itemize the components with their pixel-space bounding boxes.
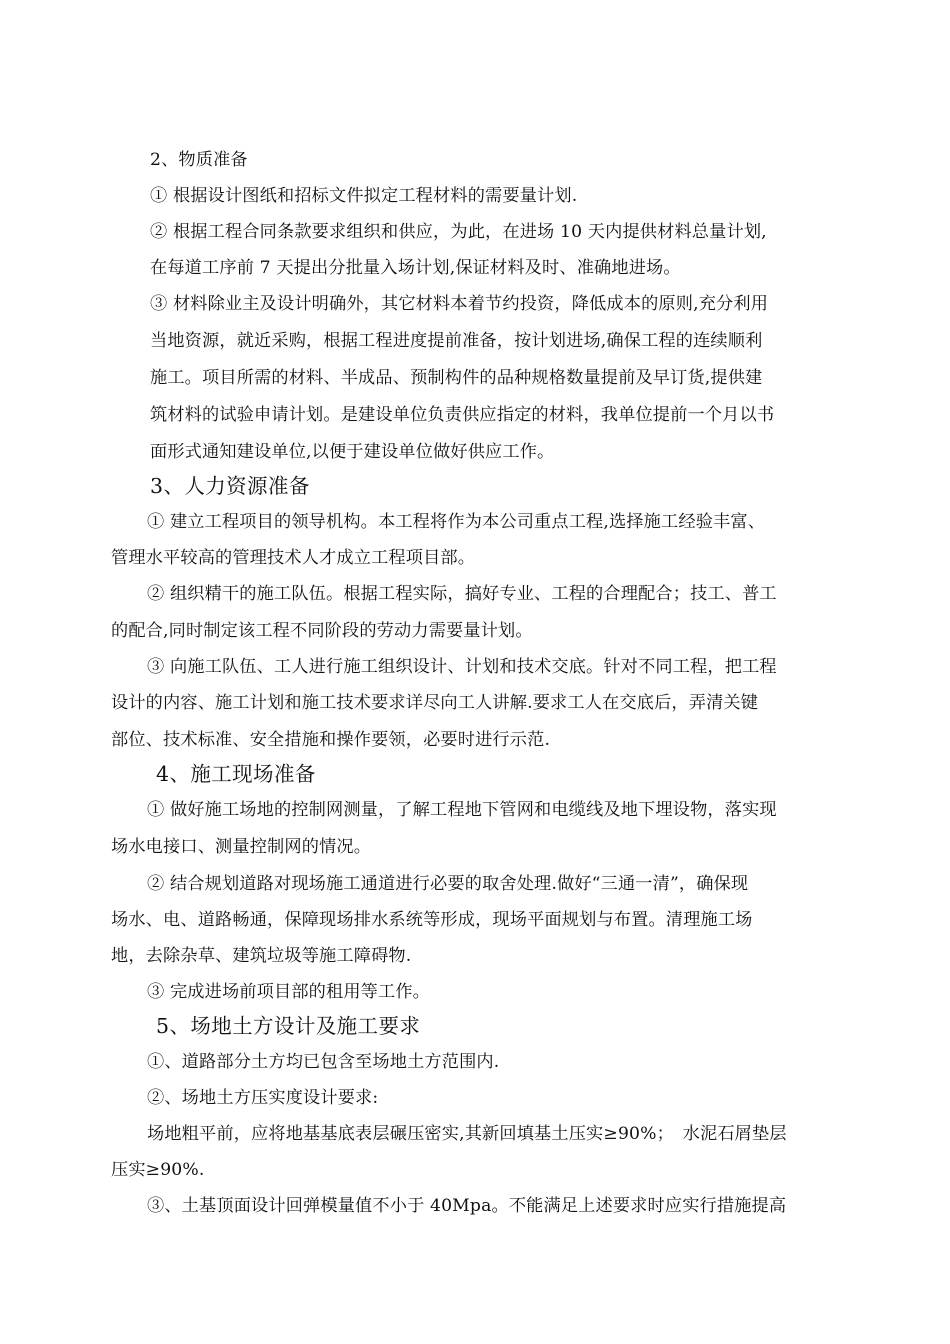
paragraph-line: ③ 完成进场前项目部的租用等工作。	[147, 982, 431, 1002]
paragraph-line: ③ 向施工队伍、工人进行施工组织设计、计划和技术交底。针对不同工程，把工程	[147, 657, 777, 677]
paragraph-line: 面形式通知建设单位,以便于建设单位做好供应工作。	[150, 442, 555, 462]
paragraph-line: 的配合,同时制定该工程不同阶段的劳动力需要量计划。	[111, 621, 533, 641]
paragraph-line: ① 做好施工场地的控制网测量，了解工程地下管网和电缆线及地下埋设物，落实现	[147, 800, 777, 820]
paragraph-line: 地，去除杂草、建筑垃圾等施工障碍物.	[111, 946, 412, 966]
section-heading-earthwork: 5、场地土方设计及施工要求	[156, 1014, 421, 1038]
section-heading-material-prep: 2、物质准备	[150, 150, 248, 170]
paragraph-line: 场水、电、道路畅通，保障现场排水系统等形成，现场平面规划与布置。清理施工场	[111, 910, 753, 930]
paragraph-line: 当地资源，就近采购，根据工程进度提前准备，按计划进场,确保工程的连续顺利	[150, 331, 763, 351]
paragraph-line: 施工。项目所需的材料、半成品、预制构件的品种规格数量提前及早订货,提供建	[150, 368, 763, 388]
paragraph-line: ③、土基顶面设计回弹模量值不小于 40Mpa。不能满足上述要求时应实行措施提高	[147, 1196, 787, 1216]
paragraph-line: 管理水平较高的管理技术人才成立工程项目部。	[111, 548, 476, 568]
paragraph-line: ② 组织精干的施工队伍。根据工程实际，搞好专业、工程的合理配合；技工、普工	[147, 584, 777, 604]
paragraph-line: ② 结合规划道路对现场施工通道进行必要的取舍处理.做好“三通一清”，确保现	[147, 874, 749, 894]
paragraph-line: 场水电接口、测量控制网的情况。	[111, 837, 372, 857]
paragraph-line: ①、道路部分土方均已包含至场地土方范围内.	[147, 1052, 500, 1072]
paragraph-line: 部位、技术标准、安全措施和操作要领，必要时进行示范.	[111, 730, 551, 750]
paragraph-line: 在每道工序前 7 天提出分批量入场计划,保证材料及时、准确地进场。	[150, 258, 681, 278]
paragraph-line: 设计的内容、施工计划和施工技术要求详尽向工人讲解.要求工人在交底后，弄清关键	[111, 693, 759, 713]
paragraph-line: ③ 材料除业主及设计明确外，其它材料本着节约投资，降低成本的原则,充分利用	[150, 294, 769, 314]
paragraph-line: 场地粗平前，应将地基基底表层碾压密实,其新回填基土压实≥90%； 水泥石屑垫层	[147, 1124, 787, 1144]
paragraph-line: 筑材料的试验申请计划。是建设单位负责供应指定的材料，我单位提前一个月以书	[150, 405, 775, 425]
paragraph-line: 压实≥90%.	[111, 1160, 205, 1180]
paragraph-line: ②、场地土方压实度设计要求:	[147, 1088, 379, 1108]
paragraph-line: ① 建立工程项目的领导机构。本工程将作为本公司重点工程,选择施工经验丰富、	[147, 512, 766, 532]
section-heading-human-resources: 3、人力资源准备	[150, 474, 310, 498]
section-heading-site-prep: 4、施工现场准备	[156, 762, 316, 786]
paragraph-line: ① 根据设计图纸和招标文件拟定工程材料的需要量计划.	[150, 186, 578, 206]
paragraph-line: ② 根据工程合同条款要求组织和供应，为此，在进场 10 天内提供材料总量计划,	[150, 222, 767, 242]
